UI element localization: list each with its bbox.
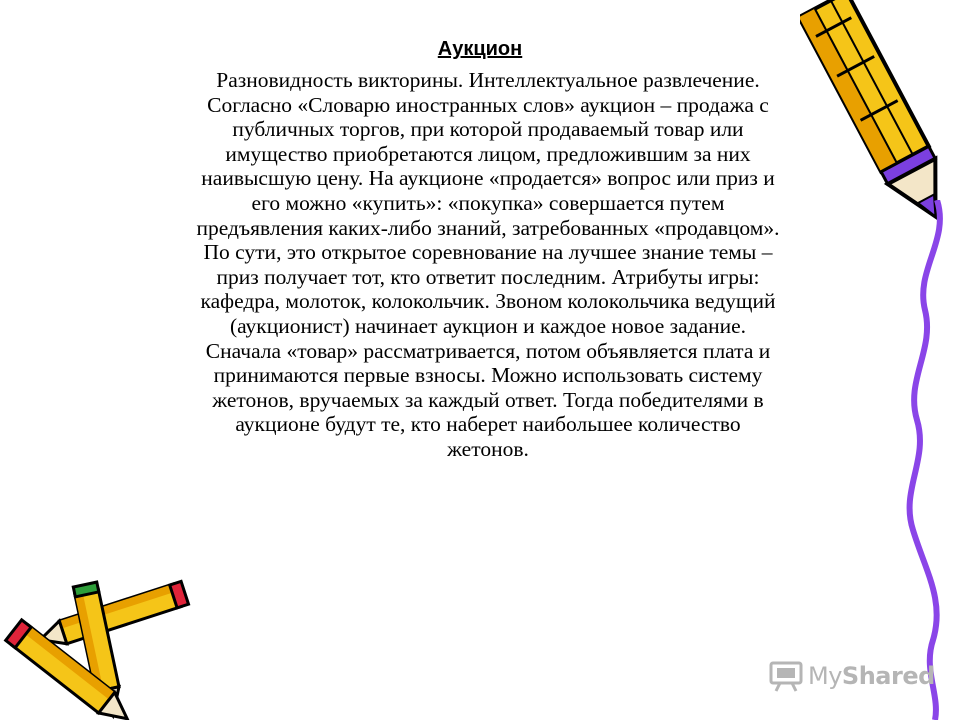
text-line: аукционе будут те, кто наберет наибольшее количество <box>235 412 741 437</box>
body-text <box>118 68 858 462</box>
watermark-text <box>808 662 935 690</box>
text-line: приз получает тот, кто ответит последним. Атрибуты игры: <box>216 264 760 289</box>
text-line: жетонов. <box>447 436 529 461</box>
text-line: публичных торгов, при которой продаваемый товар или <box>232 117 744 142</box>
watermark-text-part1: My <box>808 662 842 690</box>
text-line: жетонов, вручаемых за каждый ответ. Тогда победителями в <box>212 387 764 412</box>
projector-icon <box>768 659 804 693</box>
slide-title: Аукцион <box>437 38 523 60</box>
text-line: его можно «купить»: «покупка» совершается путем <box>251 190 725 215</box>
text-line: наивысшую цену. На аукционе «продается» вопрос или приз и <box>201 166 775 191</box>
watermark <box>768 656 935 696</box>
text-line: (аукционист) начинает аукцион и каждое новое задание. <box>229 313 747 338</box>
text-line: кафедра, молоток, колокольчик. Звоном колокольчика ведущий <box>200 289 776 314</box>
text-line: По сути, это открытое соревнование на лучшее знание темы – <box>203 240 773 265</box>
text-line: имущество приобретаются лицом, предложившим за них <box>225 141 751 166</box>
text-line: Разновидность викторины. Интеллектуальное развлечение. <box>216 68 760 92</box>
watermark-text-part2: Shared <box>841 662 935 690</box>
text-line: предъявления каких-либо знаний, затребованных «продавцом». <box>196 215 780 240</box>
pencils-bottom-left-icon <box>0 575 200 720</box>
text-line: Сначала «товар» рассматривается, потом объявляется плата и <box>205 338 771 363</box>
text-line: Согласно «Словарю иностранных слов» аукцион – продажа с <box>207 92 769 117</box>
text-line: принимаются первые взносы. Можно использовать систему <box>213 363 763 388</box>
wavy-line-icon <box>895 200 955 720</box>
